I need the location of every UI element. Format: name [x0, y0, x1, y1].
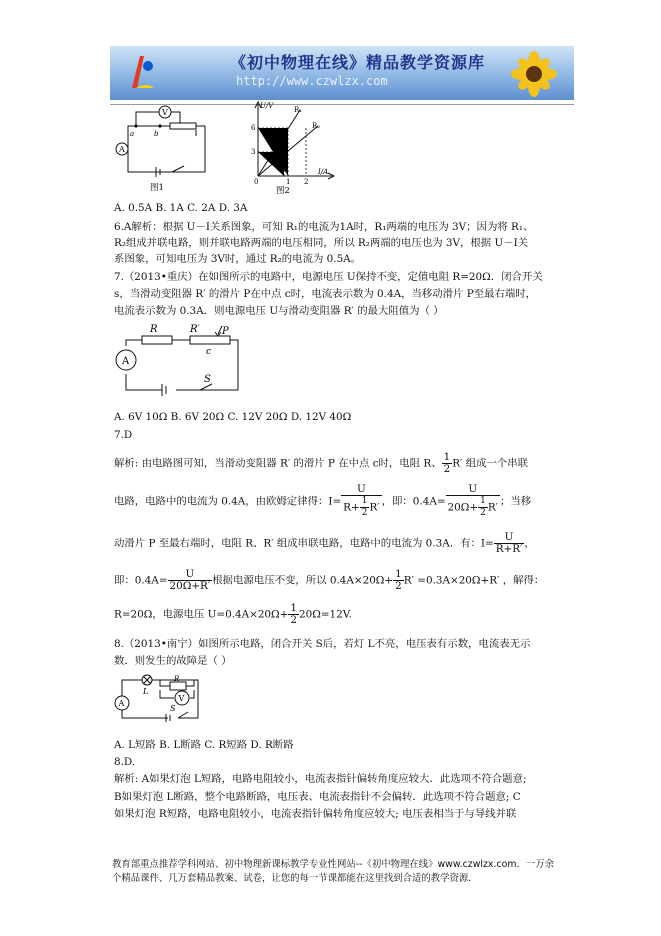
footer-line-2: 个精品课件、几万套精品教案、试卷，让您的每一节课都能在这里找到合适的教学资源．: [112, 873, 478, 884]
fraction-3: $\frac{U}{R+R'}$: [495, 531, 523, 555]
q8-circuit: [110, 672, 206, 726]
q7-r-label: R: [150, 324, 158, 335]
fig2-tick-1: 1: [286, 178, 291, 186]
fig1-caption: 图1: [150, 183, 164, 193]
q7-ammeter-label: A: [122, 356, 130, 367]
fig2-r1-label: R₁: [294, 106, 303, 114]
fig1-voltmeter-label: V: [162, 108, 168, 117]
q8-voltmeter-label: V: [178, 694, 185, 703]
fig2-x-axis-label: I/A: [318, 168, 329, 176]
q8-options: A. L短路 B. L断路 C. R短路 D. R断路: [114, 739, 294, 751]
fig2-tick-2: 2: [304, 178, 309, 186]
q6-line-2: R₂组成并联电路，则并联电路两端的电压相同，所以 R₂两端的电压也为 3V，根据 U－I关: [114, 237, 529, 249]
q7-c-label: c: [206, 347, 212, 357]
q8-ammeter-label: A: [118, 699, 125, 708]
site-logo-icon: [126, 52, 156, 92]
page-footer: [112, 858, 574, 886]
q7-line-1: 7.（2013•重庆）在如图所示的电路中，电源电压 U保持不变，定值电阻 R=20Ω．闭合开关: [114, 271, 543, 283]
fraction-4: $\frac{U}{20\Omega+R'}$: [169, 568, 211, 592]
q8-line-1: 8.（2013•南宁）如图所示电路，闭合开关 S后，若灯 L不亮，电压表有示数，电流表无示: [114, 638, 531, 650]
q8-analysis-line-2: B如果灯泡 L断路，整个电路断路，电压表、电流表指针不会偏转．此选项不符合题意; C: [114, 791, 521, 803]
q7-solution-line-1: 解析: 由电路图可知，当滑动变阻器 R′ 的滑片 P 在中点 c时，电阻 R、 $\frac{1}{2}$ R′ 组成一个串联: [114, 451, 529, 475]
fraction-2: U 20Ω+ $\frac{1}{2}$ R′: [447, 483, 498, 518]
figure-2-graph: [246, 98, 336, 196]
fig2-tick-6: 6: [251, 124, 256, 132]
fraction-1: U R+ $\frac{1}{2}$ R′: [343, 483, 380, 518]
q8-answer: 8.D.: [114, 756, 136, 768]
fig2-r2-label: R₂: [312, 122, 321, 130]
q7-s-label: S: [204, 374, 211, 385]
q5-options: A. 0.5A B. 1A C. 2A D. 3A: [114, 202, 248, 214]
q8-s-label: S: [170, 704, 176, 713]
fig1-ammeter-label: A: [119, 145, 125, 154]
fig1-a-label: a: [130, 130, 135, 138]
q7-rp-label: R′: [190, 324, 200, 335]
q7-circuit: [110, 322, 242, 398]
q7-options: A. 6V 10Ω B. 6V 20Ω C. 12V 20Ω D. 12V 40Ω: [114, 411, 352, 423]
q8-analysis-line-1: 解析: A如果灯泡 L短路，电路电阻较小，电流表指针偏转角度应较大．此选项不符合题意;: [114, 773, 527, 785]
q8-l-label: L: [143, 687, 149, 696]
q8-analysis-line-3: 如果灯泡 R短路，电路电阻较小，电流表指针偏转角度应较大; 电压表相当于与导线并联: [114, 808, 517, 820]
fraction-half: $\frac{1}{2}$: [443, 451, 451, 475]
q7-solution-line-4: 即：0.4A= $\frac{U}{20\Omega+R'}$ 根据电源电压不变，所以 0.4A×20Ω+ $\frac{1}{2}$ R′ =0.3A×20Ω+R′ ，解得：: [114, 568, 545, 592]
header-banner: [110, 46, 574, 100]
footer-line-1: 教育部重点推荐学科网站、初中物理新课标教学专业性网站--《初中物理在线》www.czwlzx.com．一万余: [112, 859, 554, 870]
fig2-tick-0: 0: [254, 178, 259, 186]
fig1-b-label: b: [154, 130, 159, 138]
fig2-y-axis-label: U/V: [260, 102, 274, 110]
fig2-caption: 图2: [276, 186, 290, 196]
banner-title: 《初中物理在线》精品教学资源库: [230, 53, 486, 72]
q7-solution-line-3: 动滑片 P 至最右端时，电阻 R、R′ 组成串联电路，电路中的电流为 0.3A．有：I= $\frac{U}{R+R'}$ ，: [114, 531, 535, 555]
q6-line-1: 6.A解析：根据 U－I关系图象，可知 R₁的电流为1A时，R₁两端的电压为 3V；因为将 R₁、: [114, 221, 534, 233]
q7-answer: 7.D: [114, 429, 133, 441]
banner-url[interactable]: http://www.czwlzx.com: [236, 74, 388, 88]
q7-solution-line-5: R=20Ω，电源电压 U=0.4A×20Ω+ $\frac{1}{2}$ 20Ω=12V.: [114, 602, 352, 626]
figure-1-circuit: [110, 104, 215, 196]
q7-solution-line-2: 电路，电路中的电流为 0.4A，由欧姆定律得：I= U R+ $\frac{1}{2}$ R′ ，即：0.4A= U 20Ω+ $\frac{1}{2}$ R′ ；当移: [114, 483, 532, 518]
q6-line-3: 系图象，可知电压为 3V时，通过 R₂的电流为 0.5A。: [114, 253, 362, 265]
q7-line-3: 电流表示数为 0.3A．则电源电压 U与滑动变阻器 R′ 的最大阻值为（ ）: [114, 305, 444, 317]
q7-line-2: s，当滑动变阻器 R′ 的滑片 P在中点 c时，电流表示数为 0.4A，当移动滑片 P至最右端时，: [114, 288, 537, 300]
sunflower-icon: [484, 50, 564, 98]
fig2-tick-3: 3: [251, 148, 256, 156]
q8-line-2: 数．则发生的故障是（ ）: [114, 655, 232, 667]
q7-p-label: P: [222, 326, 229, 337]
q8-r-label: R: [174, 675, 180, 683]
